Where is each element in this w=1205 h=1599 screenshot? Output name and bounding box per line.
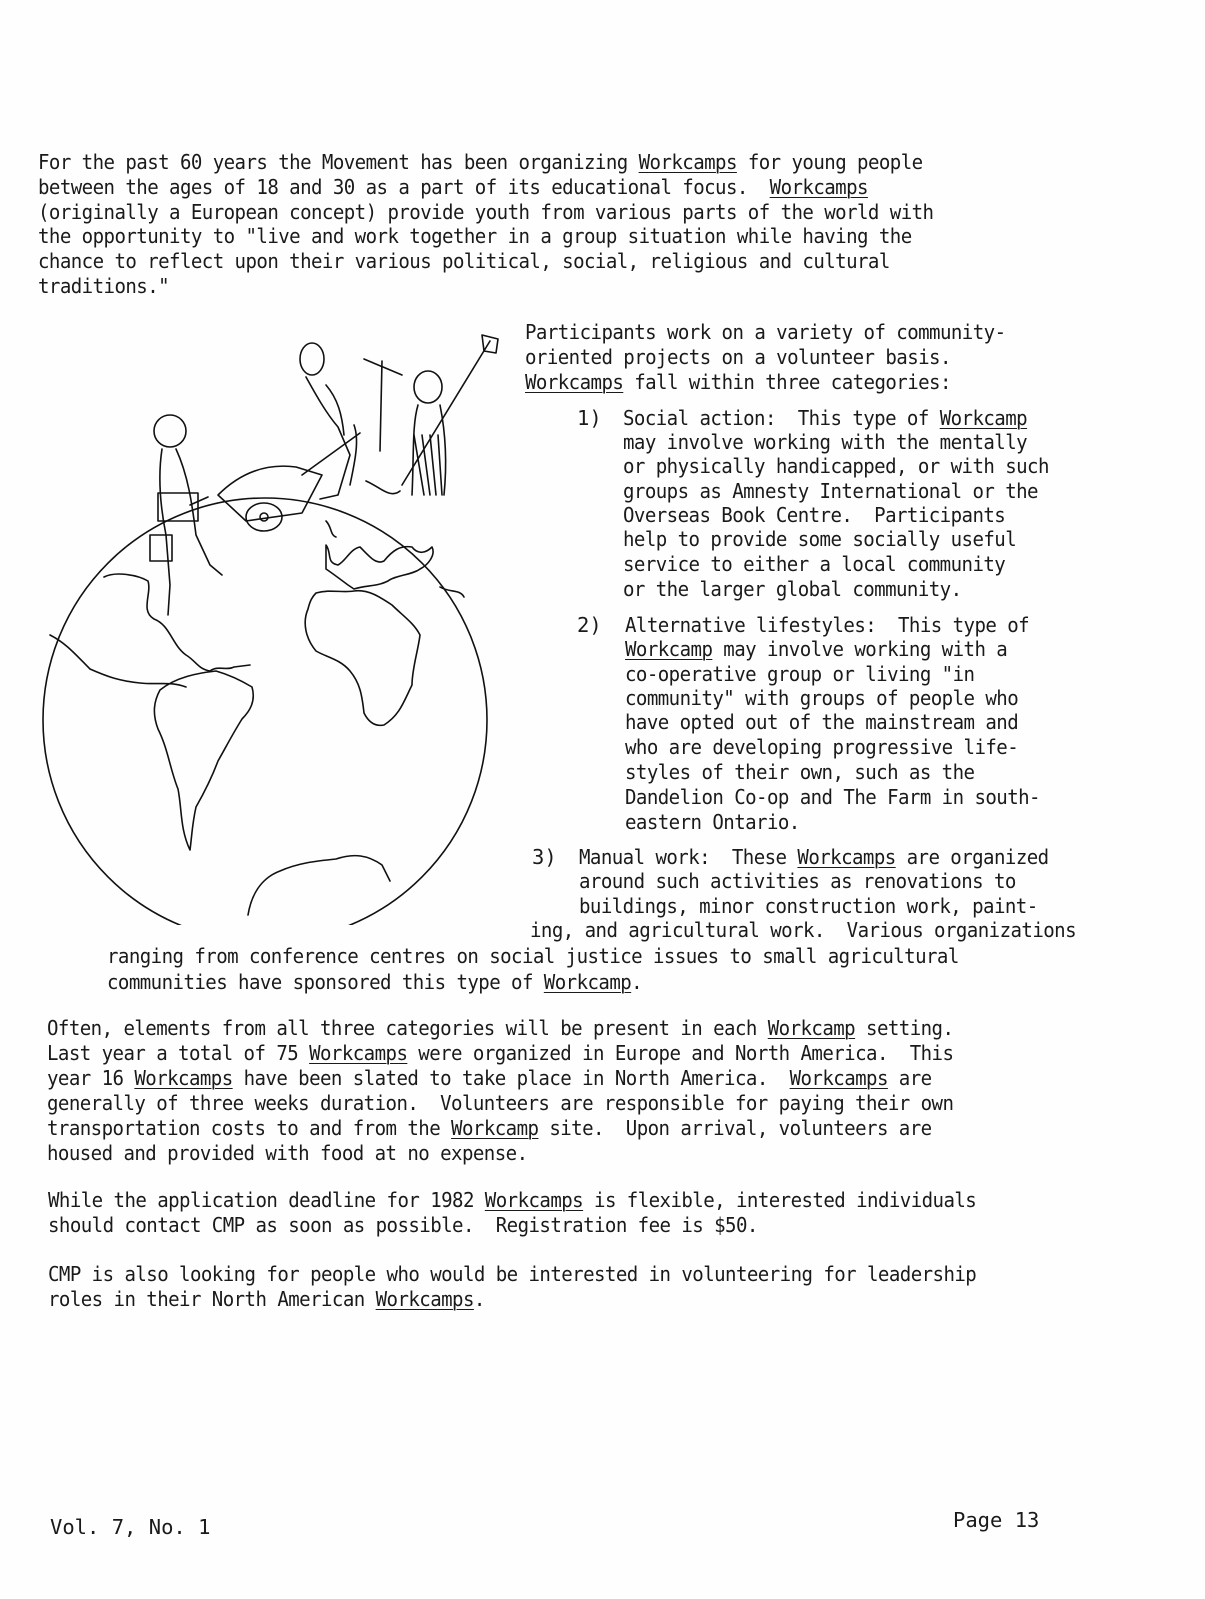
- category-line: [107, 970, 642, 994]
- text-run: may involve working with the mentally: [623, 430, 1028, 454]
- text-run: or the larger global community.: [623, 577, 962, 601]
- text-run: ing, and agricultural work. Various organizations: [530, 918, 1077, 942]
- paragraph-line: [48, 1262, 976, 1286]
- category-line: [623, 406, 1027, 430]
- text-run: or physically handicapped, or with such: [623, 454, 1049, 478]
- text-run: buildings, minor construction work, paint-: [579, 894, 1038, 918]
- category-line: [623, 479, 1038, 503]
- text-run: (originally a European concept) provide youth from various parts of the world with: [38, 200, 934, 224]
- categories-intro-line: [525, 320, 1005, 344]
- text-run: should contact CMP as soon as possible. Registration fee is $50.: [48, 1213, 758, 1237]
- text-run: oriented projects on a volunteer basis.: [525, 345, 951, 369]
- text-run: chance to reflect upon their various political, social, religious and cultural: [38, 249, 890, 273]
- category-line: [579, 894, 1038, 918]
- underlined-term: Workcamps: [484, 1188, 584, 1212]
- category-number: 2): [577, 613, 602, 637]
- underlined-term: Workcamp: [767, 1016, 856, 1040]
- text-run: traditions.": [38, 274, 170, 298]
- page-number: Page 13: [953, 1508, 1040, 1532]
- paragraph-line: [47, 1091, 953, 1115]
- text-run: generally of three weeks duration. Volunteers are responsible for paying their own: [47, 1091, 954, 1115]
- continent-antarctica: [248, 856, 390, 915]
- text-run: housed and provided with food at no expense.: [47, 1141, 528, 1165]
- category-line: [623, 454, 1049, 478]
- category-line: [625, 785, 1040, 809]
- text-run: is flexible, interested individuals: [583, 1188, 977, 1212]
- figure-man-toolbox: [150, 415, 222, 615]
- category-line: [579, 869, 1016, 893]
- text-run: communities have sponsored this type of: [107, 970, 544, 994]
- underlined-term: Workcamps: [638, 150, 737, 174]
- underlined-term: Workcamps: [525, 370, 624, 394]
- intro-line: [38, 249, 890, 273]
- wheelbarrow: [218, 433, 360, 531]
- text-run: roles in their North American: [48, 1287, 376, 1311]
- text-run: While the application deadline for 1982: [48, 1188, 485, 1212]
- category-line: [625, 637, 1007, 661]
- text-run: Often, elements from all three categories will be present in each: [47, 1016, 768, 1040]
- category-line: [623, 552, 1005, 576]
- underlined-term: Workcamp: [939, 406, 1028, 430]
- text-run: fall within three categories:: [623, 370, 951, 394]
- text-run: between the ages of 18 and 30 as a part of its educational focus.: [38, 175, 770, 199]
- text-run: .: [473, 1287, 485, 1311]
- text-run: community" with groups of people who: [625, 686, 1019, 710]
- categories-intro-line: [525, 345, 951, 369]
- category-line: [623, 430, 1027, 454]
- underlined-term: Workcamps: [375, 1287, 474, 1311]
- rake: [364, 359, 402, 451]
- category-number: 3): [532, 845, 557, 869]
- intro-line: [38, 224, 912, 248]
- text-run: ranging from conference centres on social justice issues to small agricultural: [107, 944, 959, 968]
- text-run: Alternative lifestyles: This type of: [625, 613, 1030, 637]
- text-run: transportation costs to and from the: [47, 1116, 452, 1140]
- continent-north-america: [104, 574, 250, 671]
- paragraph-line: [47, 1116, 932, 1140]
- underlined-term: Workcamps: [309, 1041, 408, 1065]
- paragraph-line: [48, 1213, 758, 1237]
- text-run: are: [887, 1066, 932, 1090]
- categories-intro-line: [525, 370, 951, 394]
- text-run: setting.: [855, 1016, 954, 1040]
- text-run: Last year a total of 75: [47, 1041, 310, 1065]
- paragraph-line: [47, 1066, 932, 1090]
- category-line: [625, 810, 800, 834]
- continent-south-america: [154, 671, 253, 850]
- underlined-term: Workcamp: [625, 637, 713, 661]
- underlined-term: Workcamps: [769, 175, 868, 199]
- category-line: [107, 944, 959, 968]
- text-run: year 16: [47, 1066, 135, 1090]
- category-number: 1): [577, 406, 602, 430]
- globe-workers-illustration: [20, 325, 520, 925]
- intro-line: [38, 274, 169, 298]
- text-run: Participants work on a variety of community-: [525, 320, 1006, 344]
- underlined-term: Workcamp: [543, 970, 632, 994]
- intro-line: [38, 200, 933, 224]
- category-line: [530, 918, 1076, 942]
- category-line: [625, 662, 974, 686]
- text-run: styles of their own, such as the: [625, 760, 975, 784]
- text-run: are organized: [895, 845, 1049, 869]
- paragraph-line: [47, 1016, 953, 1040]
- category-line: [623, 577, 962, 601]
- category-line: [625, 710, 1018, 734]
- continent-europe: [326, 545, 433, 589]
- paragraph-line: [47, 1141, 527, 1165]
- text-run: the opportunity to "live and work together in a group situation while having the: [38, 224, 912, 248]
- text-run: groups as Amnesty International or the: [623, 479, 1038, 503]
- underlined-term: Workcamps: [134, 1066, 233, 1090]
- text-run: were organized in Europe and North America. This: [407, 1041, 954, 1065]
- text-run: For the past 60 years the Movement has been organizing: [38, 150, 639, 174]
- paragraph-line: [48, 1287, 485, 1311]
- text-run: eastern Ontario.: [625, 810, 800, 834]
- text-run: who are developing progressive life-: [625, 735, 1019, 759]
- category-line: [625, 760, 974, 784]
- text-run: Overseas Book Centre. Participants: [623, 503, 1006, 527]
- paragraph-line: [48, 1188, 976, 1212]
- figure-woman-hoe: [402, 335, 498, 495]
- text-run: for young people: [736, 150, 923, 174]
- text-run: site. Upon arrival, volunteers are: [538, 1116, 932, 1140]
- category-line: [579, 845, 1049, 869]
- category-line: [625, 686, 1018, 710]
- text-run: service to either a local community: [623, 552, 1006, 576]
- globe-outline: [43, 498, 487, 925]
- text-run: around such activities as renovations to: [579, 869, 1016, 893]
- text-run: Manual work: These: [579, 845, 798, 869]
- underlined-term: Workcamps: [789, 1066, 888, 1090]
- volume-label: Vol. 7, No. 1: [50, 1515, 211, 1539]
- text-run: help to provide some socially useful: [623, 527, 1017, 551]
- category-line: [623, 527, 1016, 551]
- text-run: co-operative group or living "in: [625, 662, 975, 686]
- underlined-term: Workcamp: [451, 1116, 539, 1140]
- continent-africa: [305, 591, 420, 726]
- category-line: [625, 735, 1018, 759]
- figure-man-wheelbarrow: [300, 343, 357, 499]
- text-run: have been slated to take place in North America.: [232, 1066, 790, 1090]
- intro-line: [38, 150, 923, 174]
- text-run: Social action: This type of: [623, 406, 940, 430]
- paragraph-line: [47, 1041, 953, 1065]
- text-run: CMP is also looking for people who would be interested in volunteering for leadership: [48, 1262, 977, 1286]
- text-run: Dandelion Co-op and The Farm in south-: [625, 785, 1040, 809]
- category-line: [625, 613, 1029, 637]
- text-run: have opted out of the mainstream and: [625, 710, 1019, 734]
- intro-line: [38, 175, 868, 199]
- category-line: [623, 503, 1005, 527]
- underlined-term: Workcamps: [797, 845, 896, 869]
- text-run: .: [631, 970, 643, 994]
- text-run: may involve working with a: [712, 637, 1008, 661]
